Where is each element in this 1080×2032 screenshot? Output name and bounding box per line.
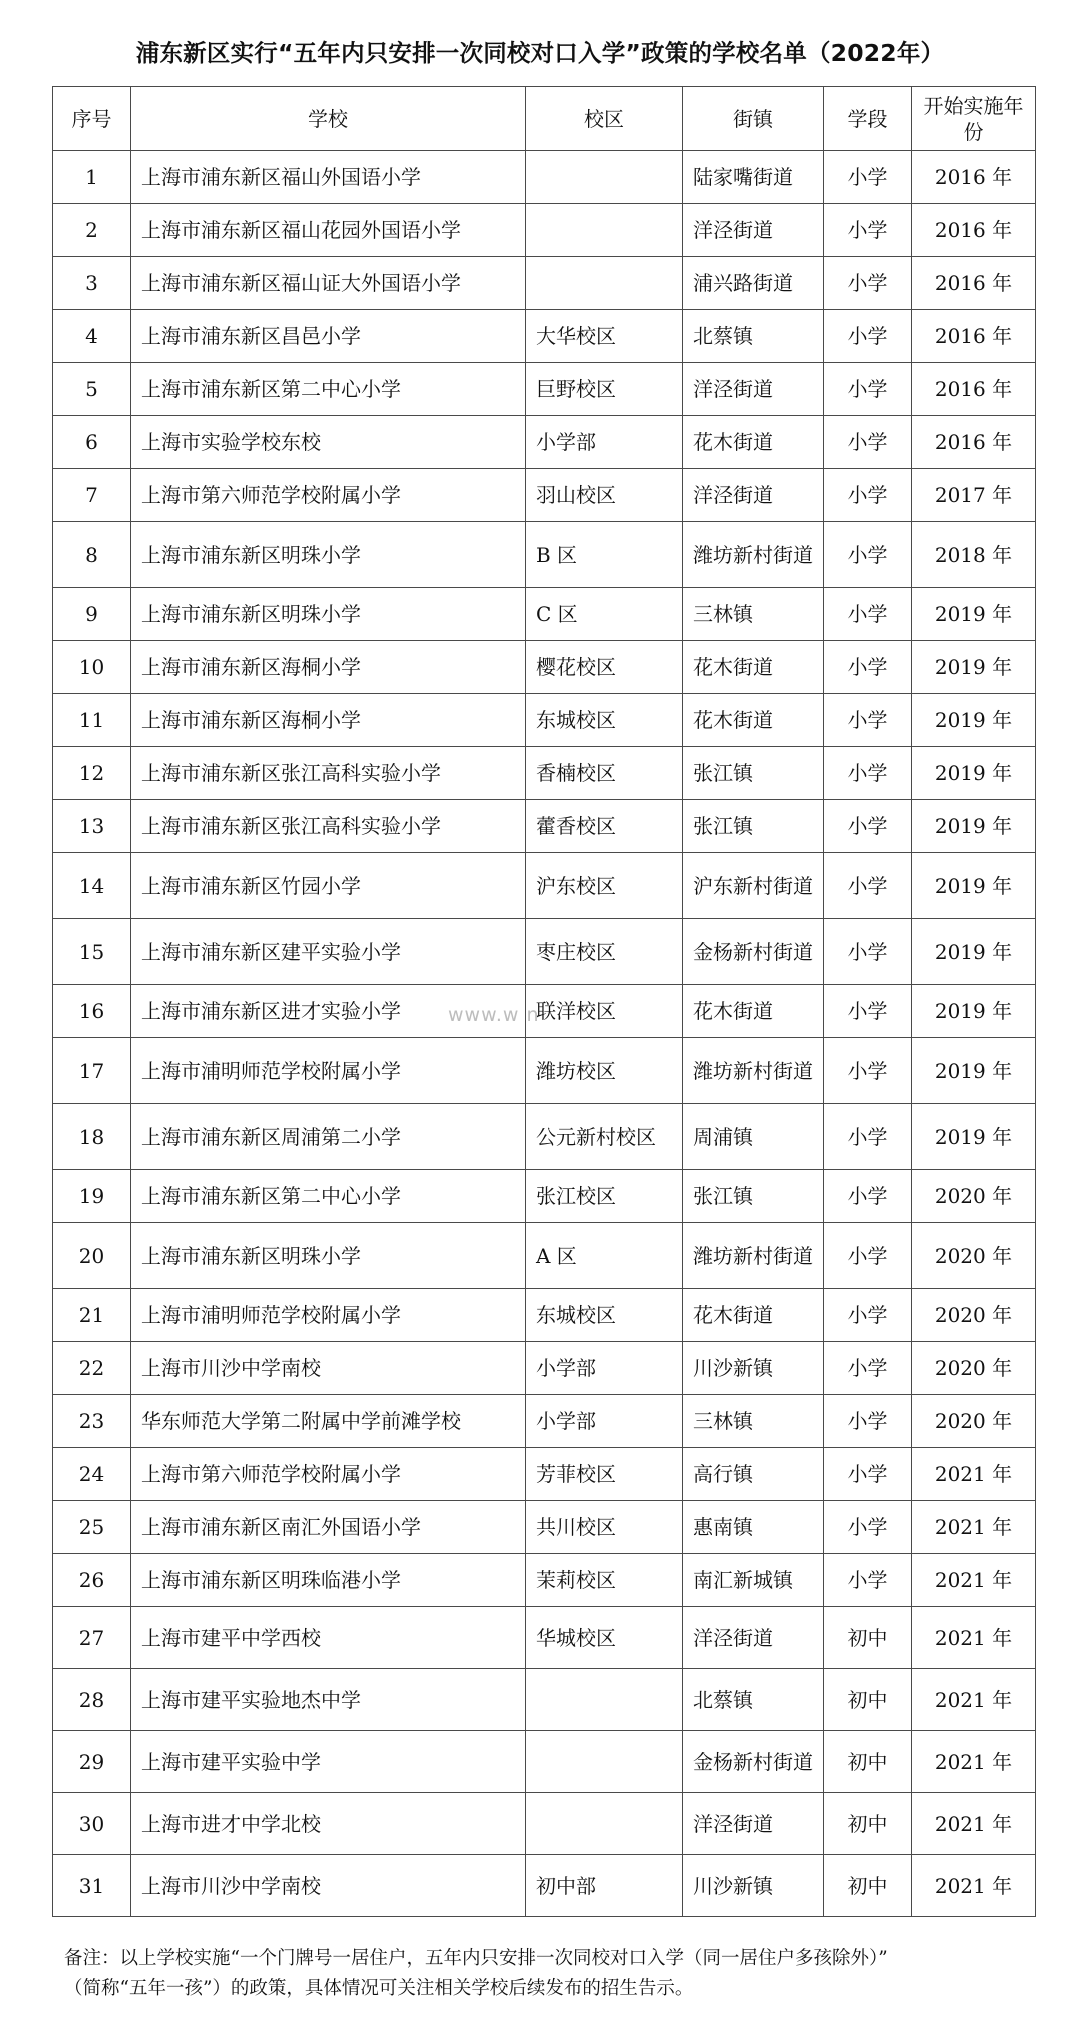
- cell-campus: B 区: [526, 522, 683, 588]
- cell-level: 小学: [824, 1448, 912, 1501]
- table-row: [53, 522, 1036, 588]
- cell-school: 上海市浦东新区南汇外国语小学: [131, 1501, 526, 1554]
- cell-year: 2021 年: [912, 1669, 1036, 1731]
- cell-school: 上海市浦东新区昌邑小学: [131, 310, 526, 363]
- cell-campus: 芳菲校区: [526, 1448, 683, 1501]
- cell-street: 潍坊新村街道: [683, 1038, 824, 1104]
- cell-school: 上海市浦明师范学校附属小学: [131, 1289, 526, 1342]
- cell-no: 12: [53, 747, 131, 800]
- cell-level: 初中: [824, 1731, 912, 1793]
- cell-street: 北蔡镇: [683, 1669, 824, 1731]
- cell-year: 2020 年: [912, 1223, 1036, 1289]
- cell-no: 22: [53, 1342, 131, 1395]
- cell-year: 2018 年: [912, 522, 1036, 588]
- cell-campus: 共川校区: [526, 1501, 683, 1554]
- cell-year: 2020 年: [912, 1170, 1036, 1223]
- cell-no: 23: [53, 1395, 131, 1448]
- cell-school: 上海市浦东新区周浦第二小学: [131, 1104, 526, 1170]
- cell-street: 金杨新村街道: [683, 1731, 824, 1793]
- cell-school: 上海市浦东新区福山证大外国语小学: [131, 257, 526, 310]
- cell-school: 上海市浦东新区建平实验小学: [131, 919, 526, 985]
- cell-no: 24: [53, 1448, 131, 1501]
- cell-campus: 樱花校区: [526, 641, 683, 694]
- cell-campus: 张江校区: [526, 1170, 683, 1223]
- cell-no: 14: [53, 853, 131, 919]
- cell-year: 2016 年: [912, 416, 1036, 469]
- cell-year: 2021 年: [912, 1731, 1036, 1793]
- cell-no: 11: [53, 694, 131, 747]
- table-row: [53, 151, 1036, 204]
- cell-year: 2016 年: [912, 257, 1036, 310]
- header-school: 学校: [131, 87, 526, 151]
- cell-no: 18: [53, 1104, 131, 1170]
- cell-street: 花木街道: [683, 1289, 824, 1342]
- cell-campus: [526, 1731, 683, 1793]
- cell-school: 上海市浦东新区第二中心小学: [131, 363, 526, 416]
- table-row: [53, 310, 1036, 363]
- cell-street: 张江镇: [683, 1170, 824, 1223]
- header-street: 街镇: [683, 87, 824, 151]
- cell-school: 上海市浦明师范学校附属小学: [131, 1038, 526, 1104]
- table-row: [53, 1448, 1036, 1501]
- cell-level: 小学: [824, 469, 912, 522]
- cell-street: 金杨新村街道: [683, 919, 824, 985]
- cell-school: 上海市浦东新区明珠小学: [131, 522, 526, 588]
- cell-campus: 华城校区: [526, 1607, 683, 1669]
- cell-year: 2019 年: [912, 985, 1036, 1038]
- cell-school: 上海市浦东新区竹园小学: [131, 853, 526, 919]
- cell-no: 20: [53, 1223, 131, 1289]
- cell-school: 上海市浦东新区明珠小学: [131, 1223, 526, 1289]
- header-campus: 校区: [526, 87, 683, 151]
- cell-street: 张江镇: [683, 747, 824, 800]
- cell-level: 小学: [824, 1104, 912, 1170]
- cell-street: 花木街道: [683, 694, 824, 747]
- cell-campus: A 区: [526, 1223, 683, 1289]
- cell-level: 小学: [824, 522, 912, 588]
- cell-campus: 茉莉校区: [526, 1554, 683, 1607]
- cell-level: 小学: [824, 1395, 912, 1448]
- cell-street: 陆家嘴街道: [683, 151, 824, 204]
- table-row: [53, 1501, 1036, 1554]
- cell-campus: [526, 1669, 683, 1731]
- cell-street: 潍坊新村街道: [683, 1223, 824, 1289]
- cell-school: 上海市实验学校东校: [131, 416, 526, 469]
- cell-school: 华东师范大学第二附属中学前滩学校: [131, 1395, 526, 1448]
- cell-level: 小学: [824, 588, 912, 641]
- table-row: [53, 1793, 1036, 1855]
- table-row: [53, 1104, 1036, 1170]
- cell-campus: [526, 257, 683, 310]
- watermark: www.w n: [448, 1004, 540, 1026]
- cell-school: 上海市建平实验中学: [131, 1731, 526, 1793]
- cell-campus: 小学部: [526, 1342, 683, 1395]
- table-row: [53, 588, 1036, 641]
- cell-year: 2021 年: [912, 1855, 1036, 1917]
- cell-level: 小学: [824, 641, 912, 694]
- cell-street: 花木街道: [683, 641, 824, 694]
- cell-year: 2019 年: [912, 919, 1036, 985]
- table-row: [53, 641, 1036, 694]
- cell-street: 南汇新城镇: [683, 1554, 824, 1607]
- table-row: [53, 469, 1036, 522]
- cell-street: 张江镇: [683, 800, 824, 853]
- cell-level: 小学: [824, 853, 912, 919]
- cell-no: 3: [53, 257, 131, 310]
- cell-year: 2021 年: [912, 1607, 1036, 1669]
- cell-school: 上海市浦东新区海桐小学: [131, 694, 526, 747]
- cell-year: 2016 年: [912, 204, 1036, 257]
- cell-no: 17: [53, 1038, 131, 1104]
- cell-no: 16: [53, 985, 131, 1038]
- cell-street: 花木街道: [683, 985, 824, 1038]
- cell-school: 上海市建平实验地杰中学: [131, 1669, 526, 1731]
- cell-no: 8: [53, 522, 131, 588]
- cell-street: 洋泾街道: [683, 469, 824, 522]
- cell-school: 上海市浦东新区第二中心小学: [131, 1170, 526, 1223]
- cell-no: 1: [53, 151, 131, 204]
- cell-campus: 羽山校区: [526, 469, 683, 522]
- cell-campus: 潍坊校区: [526, 1038, 683, 1104]
- table-row: [53, 1554, 1036, 1607]
- cell-campus: 联洋校区: [526, 985, 683, 1038]
- cell-campus: [526, 1793, 683, 1855]
- cell-no: 31: [53, 1855, 131, 1917]
- cell-year: 2021 年: [912, 1793, 1036, 1855]
- header-year: 开始实施年份: [912, 87, 1036, 151]
- cell-level: 初中: [824, 1793, 912, 1855]
- school-list-table: [52, 86, 1036, 1917]
- cell-street: 周浦镇: [683, 1104, 824, 1170]
- cell-campus: 东城校区: [526, 1289, 683, 1342]
- cell-year: 2021 年: [912, 1501, 1036, 1554]
- cell-level: 小学: [824, 1170, 912, 1223]
- cell-street: 洋泾街道: [683, 363, 824, 416]
- cell-level: 小学: [824, 985, 912, 1038]
- cell-no: 5: [53, 363, 131, 416]
- table-row: [53, 1170, 1036, 1223]
- cell-year: 2017 年: [912, 469, 1036, 522]
- cell-street: 川沙新镇: [683, 1342, 824, 1395]
- table-row: [53, 919, 1036, 985]
- cell-campus: 枣庄校区: [526, 919, 683, 985]
- cell-year: 2019 年: [912, 588, 1036, 641]
- cell-school: 上海市浦东新区海桐小学: [131, 641, 526, 694]
- cell-school: 上海市第六师范学校附属小学: [131, 1448, 526, 1501]
- cell-year: 2021 年: [912, 1448, 1036, 1501]
- cell-level: 小学: [824, 747, 912, 800]
- cell-level: 初中: [824, 1669, 912, 1731]
- cell-school: 上海市建平中学西校: [131, 1607, 526, 1669]
- cell-no: 10: [53, 641, 131, 694]
- table-row: [53, 694, 1036, 747]
- cell-street: 浦兴路街道: [683, 257, 824, 310]
- cell-level: 小学: [824, 1554, 912, 1607]
- cell-school: 上海市第六师范学校附属小学: [131, 469, 526, 522]
- cell-campus: C 区: [526, 588, 683, 641]
- cell-no: 28: [53, 1669, 131, 1731]
- cell-school: 上海市浦东新区福山外国语小学: [131, 151, 526, 204]
- cell-school: 上海市浦东新区张江高科实验小学: [131, 800, 526, 853]
- cell-campus: [526, 151, 683, 204]
- cell-year: 2020 年: [912, 1395, 1036, 1448]
- table-row: [53, 363, 1036, 416]
- cell-year: 2021 年: [912, 1554, 1036, 1607]
- footnote-line-2: （简称“五年一孩”）的政策，具体情况可关注相关学校后续发布的招生告示。: [64, 1978, 694, 1999]
- cell-school: 上海市进才中学北校: [131, 1793, 526, 1855]
- cell-street: 三林镇: [683, 1395, 824, 1448]
- cell-no: 30: [53, 1793, 131, 1855]
- table-row: [53, 1731, 1036, 1793]
- cell-campus: 小学部: [526, 416, 683, 469]
- cell-level: 小学: [824, 919, 912, 985]
- cell-street: 沪东新村街道: [683, 853, 824, 919]
- cell-street: 洋泾街道: [683, 204, 824, 257]
- cell-street: 高行镇: [683, 1448, 824, 1501]
- cell-campus: 香楠校区: [526, 747, 683, 800]
- table-row: [53, 1855, 1036, 1917]
- cell-year: 2019 年: [912, 747, 1036, 800]
- cell-year: 2020 年: [912, 1289, 1036, 1342]
- cell-campus: 小学部: [526, 1395, 683, 1448]
- table-row: [53, 800, 1036, 853]
- cell-street: 洋泾街道: [683, 1607, 824, 1669]
- table-row: [53, 985, 1036, 1038]
- footnote-line-1: 备注：以上学校实施“一个门牌号一居住户，五年内只安排一次同校对口入学（同一居住户多孩除外）”: [64, 1948, 888, 1969]
- document-title: 浦东新区实行“五年内只安排一次同校对口入学”政策的学校名单（2022年）: [135, 39, 945, 67]
- table-row: [53, 1607, 1036, 1669]
- cell-level: 小学: [824, 1342, 912, 1395]
- cell-school: 上海市浦东新区福山花园外国语小学: [131, 204, 526, 257]
- header-no: 序号: [53, 87, 131, 151]
- table-header-row: [53, 87, 1036, 151]
- cell-level: 小学: [824, 310, 912, 363]
- table-row: [53, 1669, 1036, 1731]
- table-row: [53, 204, 1036, 257]
- table-row: [53, 416, 1036, 469]
- cell-level: 小学: [824, 1501, 912, 1554]
- cell-no: 7: [53, 469, 131, 522]
- cell-level: 初中: [824, 1855, 912, 1917]
- cell-no: 25: [53, 1501, 131, 1554]
- cell-school: 上海市浦东新区明珠临港小学: [131, 1554, 526, 1607]
- cell-campus: 藿香校区: [526, 800, 683, 853]
- table-row: [53, 1342, 1036, 1395]
- cell-level: 小学: [824, 1223, 912, 1289]
- cell-no: 2: [53, 204, 131, 257]
- cell-year: 2019 年: [912, 641, 1036, 694]
- cell-no: 19: [53, 1170, 131, 1223]
- cell-no: 4: [53, 310, 131, 363]
- cell-level: 小学: [824, 204, 912, 257]
- cell-school: 上海市浦东新区明珠小学: [131, 588, 526, 641]
- cell-year: 2016 年: [912, 310, 1036, 363]
- cell-campus: 公元新村校区: [526, 1104, 683, 1170]
- header-level: 学段: [824, 87, 912, 151]
- cell-year: 2020 年: [912, 1342, 1036, 1395]
- cell-no: 15: [53, 919, 131, 985]
- cell-street: 北蔡镇: [683, 310, 824, 363]
- cell-school: 上海市川沙中学南校: [131, 1855, 526, 1917]
- cell-campus: 大华校区: [526, 310, 683, 363]
- cell-year: 2019 年: [912, 853, 1036, 919]
- cell-street: 三林镇: [683, 588, 824, 641]
- table-row: [53, 747, 1036, 800]
- cell-no: 27: [53, 1607, 131, 1669]
- table-row: [53, 1223, 1036, 1289]
- cell-no: 9: [53, 588, 131, 641]
- cell-level: 小学: [824, 800, 912, 853]
- cell-campus: 初中部: [526, 1855, 683, 1917]
- cell-street: 花木街道: [683, 416, 824, 469]
- cell-level: 小学: [824, 151, 912, 204]
- cell-year: 2019 年: [912, 1104, 1036, 1170]
- cell-year: 2019 年: [912, 694, 1036, 747]
- cell-campus: 巨野校区: [526, 363, 683, 416]
- cell-street: 洋泾街道: [683, 1793, 824, 1855]
- cell-year: 2016 年: [912, 363, 1036, 416]
- cell-level: 小学: [824, 416, 912, 469]
- cell-campus: [526, 204, 683, 257]
- table-row: [53, 1289, 1036, 1342]
- cell-no: 26: [53, 1554, 131, 1607]
- cell-year: 2019 年: [912, 1038, 1036, 1104]
- cell-street: 惠南镇: [683, 1501, 824, 1554]
- cell-campus: 东城校区: [526, 694, 683, 747]
- footnote: [64, 1944, 1024, 2004]
- cell-level: 小学: [824, 1289, 912, 1342]
- cell-level: 小学: [824, 1038, 912, 1104]
- cell-level: 初中: [824, 1607, 912, 1669]
- cell-year: 2019 年: [912, 800, 1036, 853]
- cell-street: 潍坊新村街道: [683, 522, 824, 588]
- table-row: [53, 1395, 1036, 1448]
- table-row: [53, 257, 1036, 310]
- cell-level: 小学: [824, 257, 912, 310]
- cell-year: 2016 年: [912, 151, 1036, 204]
- cell-no: 29: [53, 1731, 131, 1793]
- cell-no: 6: [53, 416, 131, 469]
- cell-school: 上海市浦东新区进才实验小学: [131, 985, 526, 1038]
- cell-street: 川沙新镇: [683, 1855, 824, 1917]
- cell-campus: 沪东校区: [526, 853, 683, 919]
- cell-level: 小学: [824, 363, 912, 416]
- cell-school: 上海市川沙中学南校: [131, 1342, 526, 1395]
- table-row: [53, 1038, 1036, 1104]
- table-row: [53, 853, 1036, 919]
- cell-level: 小学: [824, 694, 912, 747]
- cell-no: 13: [53, 800, 131, 853]
- cell-no: 21: [53, 1289, 131, 1342]
- cell-school: 上海市浦东新区张江高科实验小学: [131, 747, 526, 800]
